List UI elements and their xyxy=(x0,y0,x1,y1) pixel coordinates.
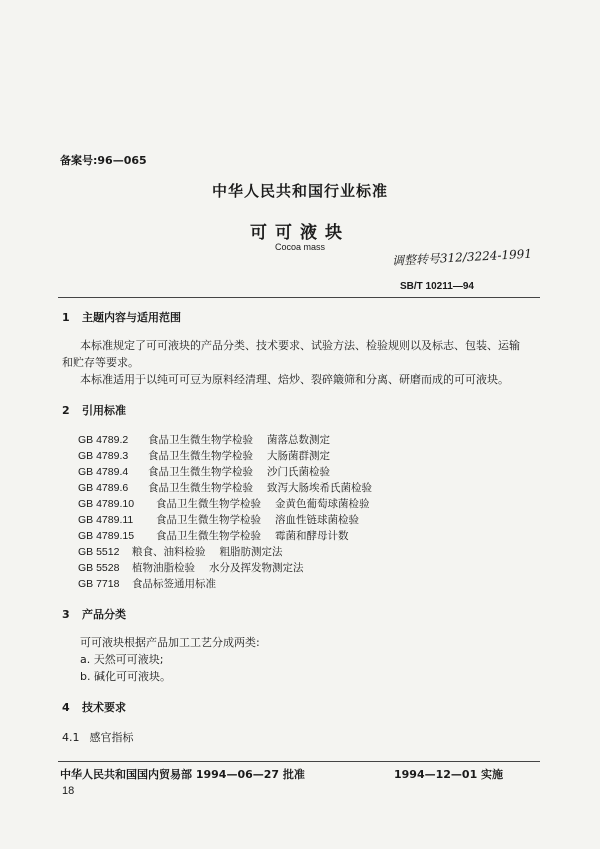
section-3-intro: 可可液块根据产品加工工艺分成两类: xyxy=(80,636,260,649)
section-title: 主题内容与适用范围 xyxy=(82,311,181,324)
footer-issuer: 中华人民共和国国内贸易部 1994—06—27 批准 xyxy=(60,768,305,781)
section-1-para2: 本标准适用于以纯可可豆为原料经清理、焙炒、裂碎簸筛和分离、研磨而成的可可液块。 xyxy=(80,373,509,386)
document-title-english: Cocoa mass xyxy=(274,242,326,252)
reference-item: GB 4789.6 食品卫生微生物学检验 致泻大肠埃希氏菌检验 xyxy=(78,482,372,494)
subsection-title: 感官指标 xyxy=(89,731,134,744)
reference-item: GB 4789.3 食品卫生微生物学检验 大肠菌群测定 xyxy=(78,450,330,462)
document-title: 可可液块 xyxy=(250,223,350,243)
reference-item: GB 4789.15 食品卫生微生物学检验 霉菌和酵母计数 xyxy=(78,530,349,542)
section-number: 4 xyxy=(62,701,70,714)
section-number: 2 xyxy=(62,404,70,417)
page-number: 18 xyxy=(62,785,75,797)
section-1-heading xyxy=(62,309,181,325)
subsection-number: 4.1 xyxy=(62,731,80,744)
reference-item: GB 4789.11 食品卫生微生物学检验 溶血性链球菌检验 xyxy=(78,514,359,526)
section-2-heading xyxy=(62,402,126,418)
section-3-heading xyxy=(62,606,126,622)
reference-item: GB 5528 植物油脂检验 水分及挥发物测定法 xyxy=(78,562,304,574)
section-1-para1-line2: 和贮存等要求。 xyxy=(62,356,139,369)
footer-effective-date: 1994—12—01 实施 xyxy=(394,768,504,781)
reference-item: GB 4789.10 食品卫生微生物学检验 金黄色葡萄球菌检验 xyxy=(78,498,370,510)
section-3-item-a: a. 天然可可液块; xyxy=(80,653,164,666)
section-title: 产品分类 xyxy=(82,608,126,621)
section-3-item-b: b. 碱化可可液块。 xyxy=(80,670,171,683)
filing-number: 备案号:96—065 xyxy=(60,154,147,167)
reference-item: GB 4789.4 食品卫生微生物学检验 沙门氏菌检验 xyxy=(78,466,330,478)
section-number: 1 xyxy=(62,311,70,324)
section-4-1-heading xyxy=(62,729,134,746)
standard-title: 中华人民共和国行业标准 xyxy=(211,182,388,200)
section-4-heading xyxy=(62,699,126,715)
section-number: 3 xyxy=(62,608,70,621)
reference-item: GB 4789.2 食品卫生微生物学检验 菌落总数测定 xyxy=(78,434,330,446)
standard-code: SB/T 10211—94 xyxy=(400,281,474,292)
header-divider xyxy=(58,297,540,298)
footer-divider xyxy=(58,761,540,762)
reference-item: GB 5512 粮食、油料检验 粗脂肪测定法 xyxy=(78,546,283,558)
section-1-para1-line1: 本标准规定了可可液块的产品分类、技术要求、试验方法、检验规则以及标志、包装、运输 xyxy=(80,339,520,352)
reference-item: GB 7718 食品标签通用标准 xyxy=(78,578,216,590)
section-title: 引用标准 xyxy=(82,404,126,417)
handwritten-note: 调整转号312/3224-1991 xyxy=(391,246,533,268)
section-title: 技术要求 xyxy=(82,701,126,714)
